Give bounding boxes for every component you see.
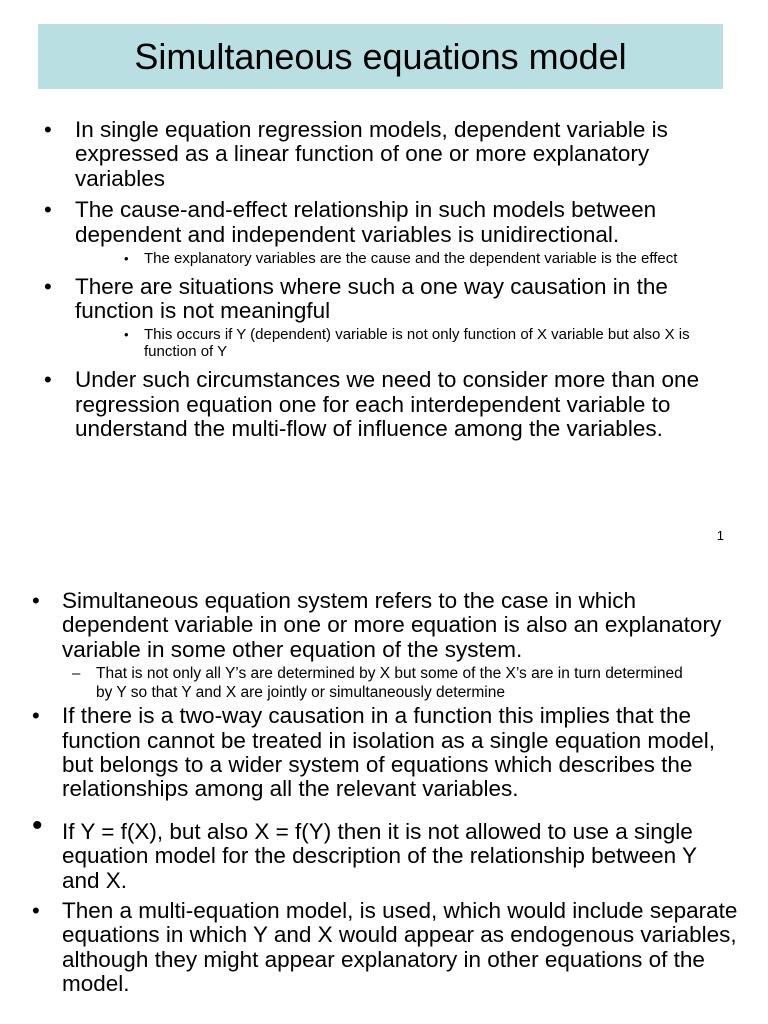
dash-icon: – [72,665,81,683]
bullet-dot-icon: • [32,703,40,729]
bullet-item [0,808,740,893]
bullet-item [0,118,740,191]
slide-title-band [38,24,723,89]
bullet-text: If there is a two-way causation in a function this implies that the function cannot be treated in isolation as a single equation model, but belongs to a wider system of equations which describes the relationships among all the relevant variables. [62,703,715,802]
slide-2 [0,560,768,1024]
bullet-item [0,198,740,247]
bullet-text: Simultaneous equation system refers to the case in which dependent variable in one or more equation is also an explanatory variable in some other equation of the system. [62,588,722,662]
bullet-item [0,899,740,997]
bullet-dot-icon: • [32,808,43,842]
bullet-dot-icon: • [44,197,52,223]
sub-bullet-text: This occurs if Y (dependent) variable is not only function of X variable but also X is function of Y [144,326,690,360]
bullet-dot-icon: • [32,588,40,613]
bullet-text: In single equation regression models, dependent variable is expressed as a linear function of one or more explanatory variables [75,117,668,191]
sub-bullet-text: The explanatory variables are the cause and the dependent variable is the effect [144,250,678,268]
page-number: 1 [716,528,724,543]
bullet-dot-icon: • [124,327,129,343]
bullet-dot-icon: • [124,251,129,267]
bullet-dot-icon: • [32,898,40,924]
bullet-dot-icon: • [44,117,52,142]
bullet-dot-icon: • [44,367,52,393]
sub-bullet-text: That is not only all Y’s are determined by X but some of the X’s are in turn determined by Y so that Y and X are jointly or simultaneously determine [96,665,683,702]
bullet-list [0,118,740,442]
sub-bullet-item [0,251,740,268]
bullet-item [0,589,740,662]
bullet-text: Under such circumstances we need to consider more than one regression equation one for each interdependent variable to understand the multi-flow of influence among the variables. [75,367,700,442]
bullet-item [0,275,740,324]
bullet-dot-icon: • [44,273,52,299]
bullet-item [0,368,740,441]
bullet-text: There are situations where such a one way causation in the function is not meaningful [75,273,668,323]
bullet-text: Then a multi-equation model, is used, which would include separate equations in which Y and X would appear as endogenous variables, although they might appear explanatory in other equations of the model. [62,898,738,997]
bullet-list [0,589,740,997]
bullet-item [0,704,740,802]
sub-bullet-item [0,327,740,360]
sub-bullet-item [0,664,740,702]
slide-title: Simultaneous equations model [134,36,627,77]
bullet-text: The cause-and-effect relationship in such models between dependent and independent variables is unidirectional. [75,197,657,247]
bullet-text: If Y = f(X), but also X = f(Y) then it is not allowed to use a single equation model for the description of the relationship between Y and X. [62,818,697,893]
